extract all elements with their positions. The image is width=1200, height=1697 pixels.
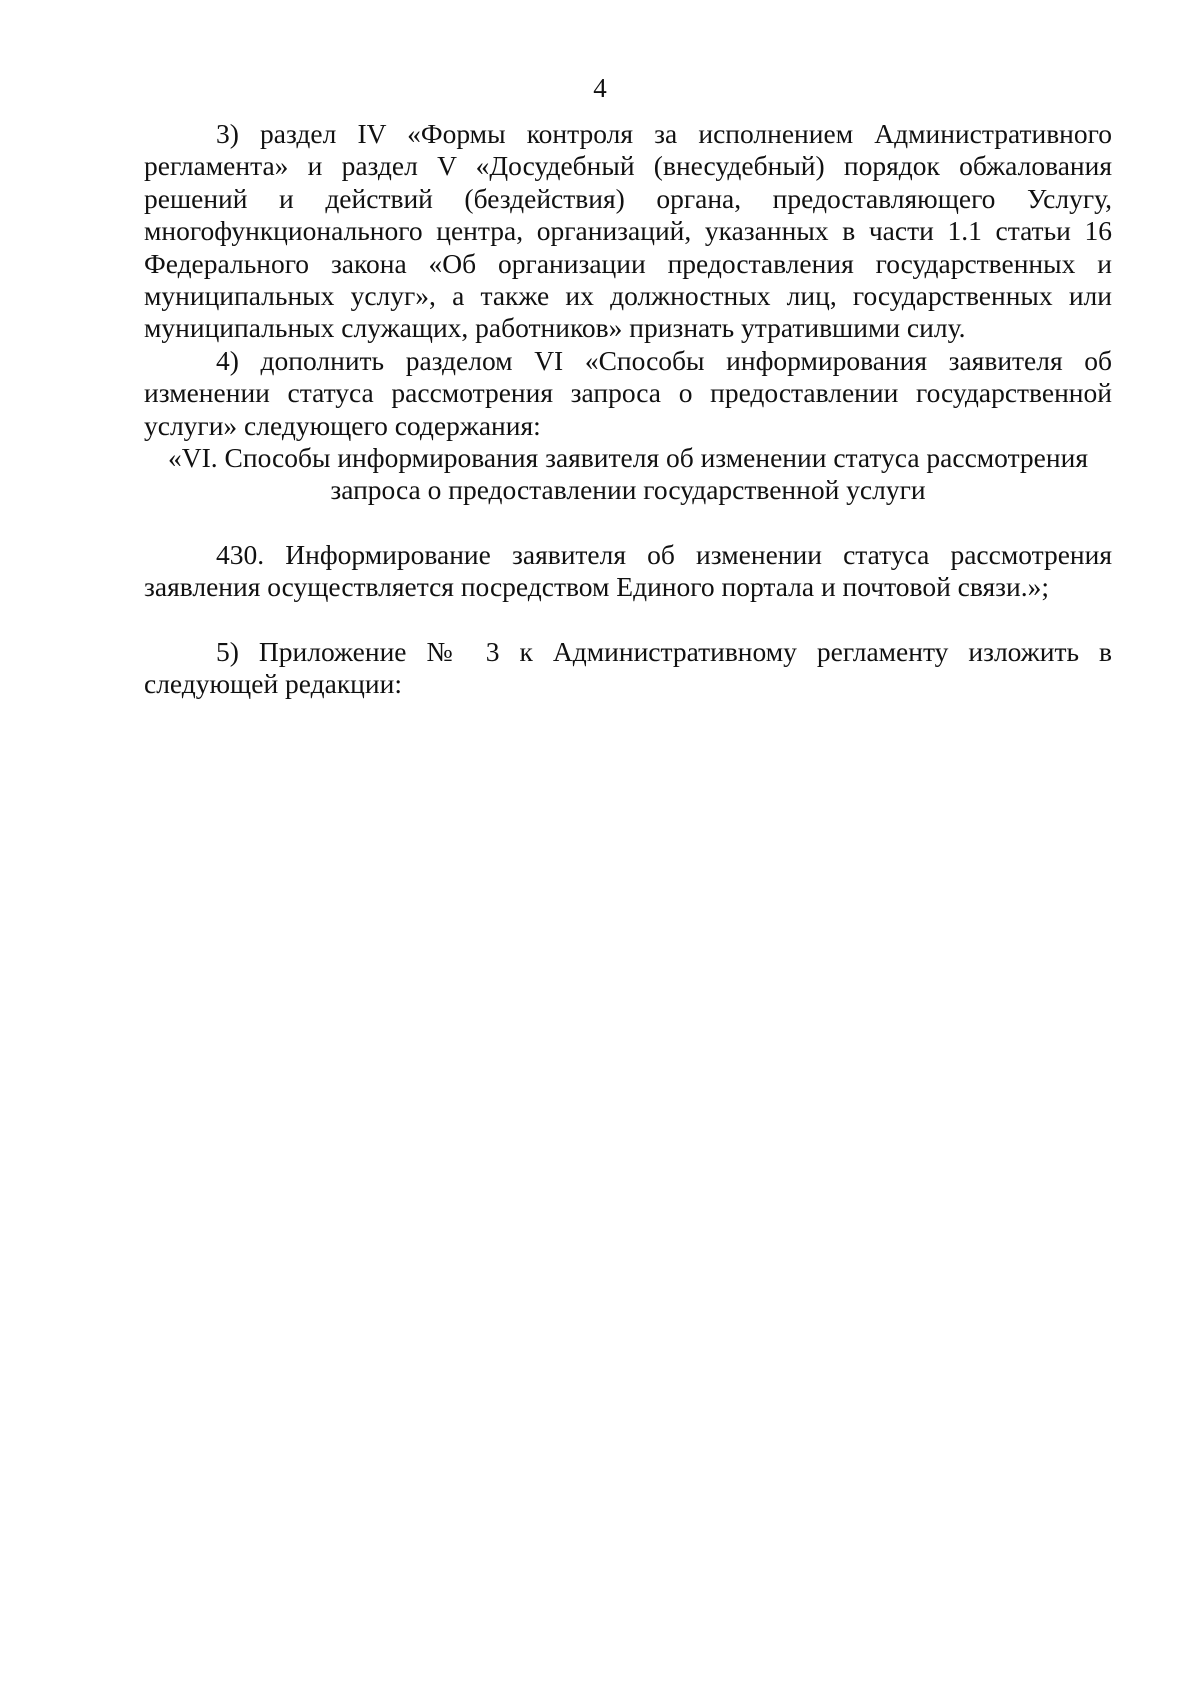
section-heading-line-2: запроса о предоставлении государственной услуги: [330, 474, 926, 506]
page-number: 4: [593, 73, 607, 103]
document-body: [144, 118, 1112, 701]
section-heading-line-1: «VI. Способы информирования заявителя об изменении статуса рассмотрения: [168, 442, 1088, 474]
paragraph-item-4: 4) дополнить разделом VI «Способы информирования заявителя об изменении статуса рассмотрения запроса о предоставлении государственной услуги» следующего содержания:: [144, 344, 1112, 441]
paragraph-item-430: 430. Информирование заявителя об изменении статуса рассмотрения заявления осуществляется посредством Единого портала и почтовой связи.»;: [144, 538, 1112, 603]
paragraph-item-5: 5) Приложение № 3 к Административному регламенту изложить в следующей редакции:: [144, 635, 1112, 700]
paragraph-item-3: 3) раздел IV «Формы контроля за исполнением Административного регламента» и раздел V «Досудебный (внесудебный) порядок обжалования решений и действий (бездействия) органа, предоставляющего Услугу, многофункционального центра, организаций, указанных в части 1.1 статьи 16 Федерального закона «Об организации предоставления государственных и муниципальных услуг», а также их должностных лиц, государственных или муниципальных служащих, работников» признать утратившими силу.: [144, 118, 1112, 344]
